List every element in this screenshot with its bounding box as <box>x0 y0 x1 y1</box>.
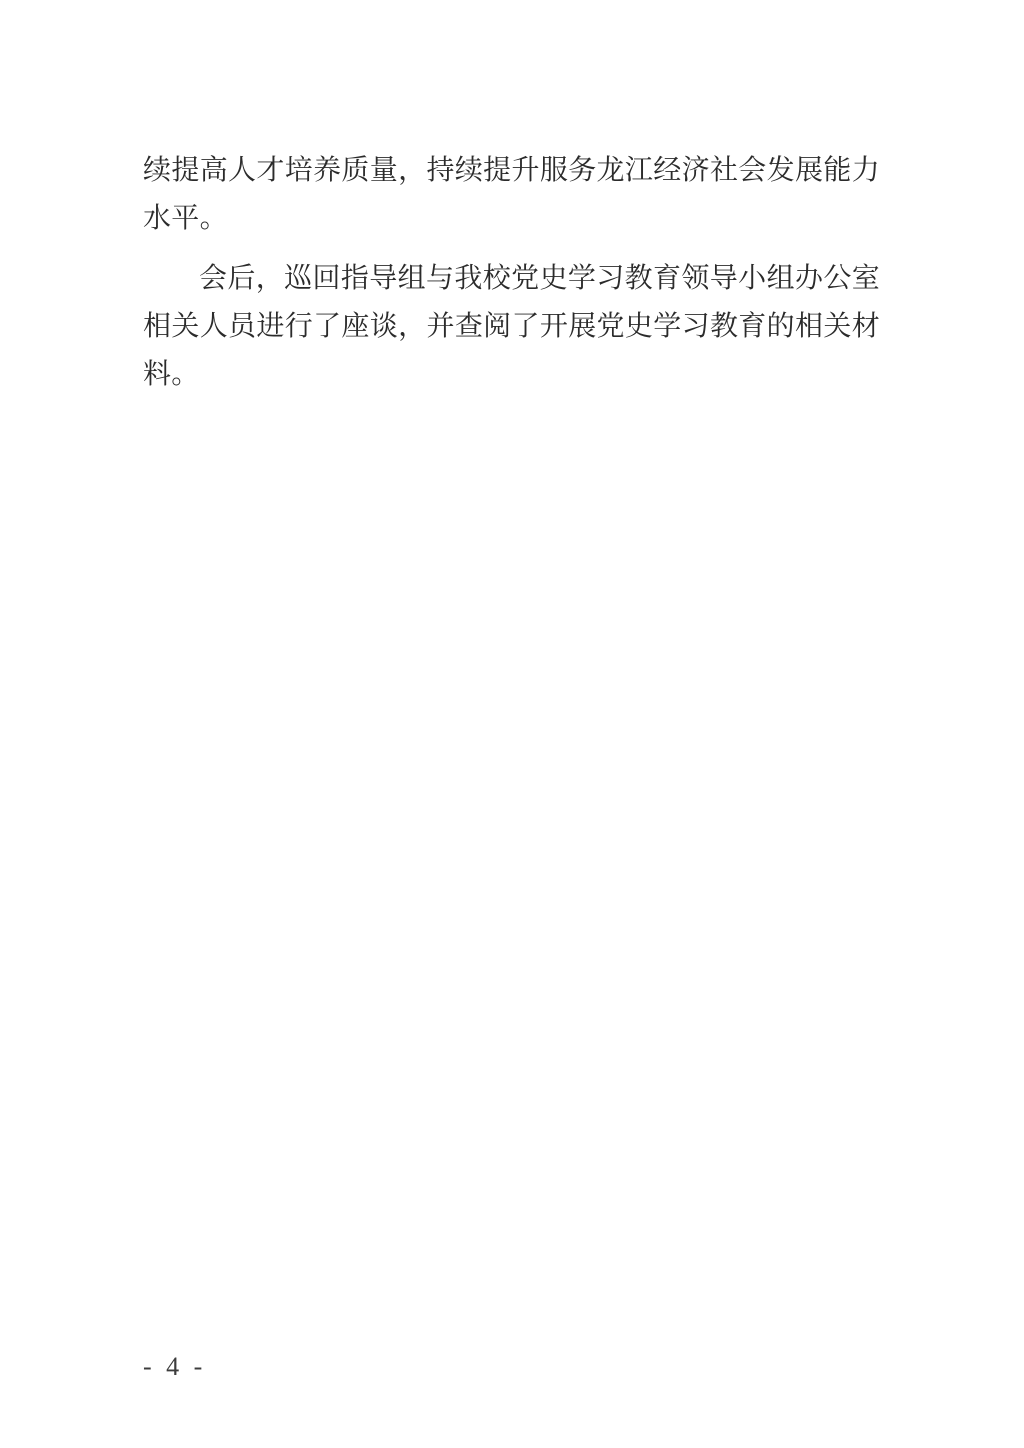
page-number: - 4 - <box>143 1352 207 1381</box>
document-body <box>143 0 880 399</box>
paragraph-meeting-followup: 会后，巡回指导组与我校党史学习教育领导小组办公室相关人员进行了座谈，并查阅了开展党史学习教育的相关材料。 <box>143 263 880 390</box>
paragraph-continuation: 续提高人才培养质量，持续提升服务龙江经济社会发展能力水平。 <box>143 155 880 234</box>
